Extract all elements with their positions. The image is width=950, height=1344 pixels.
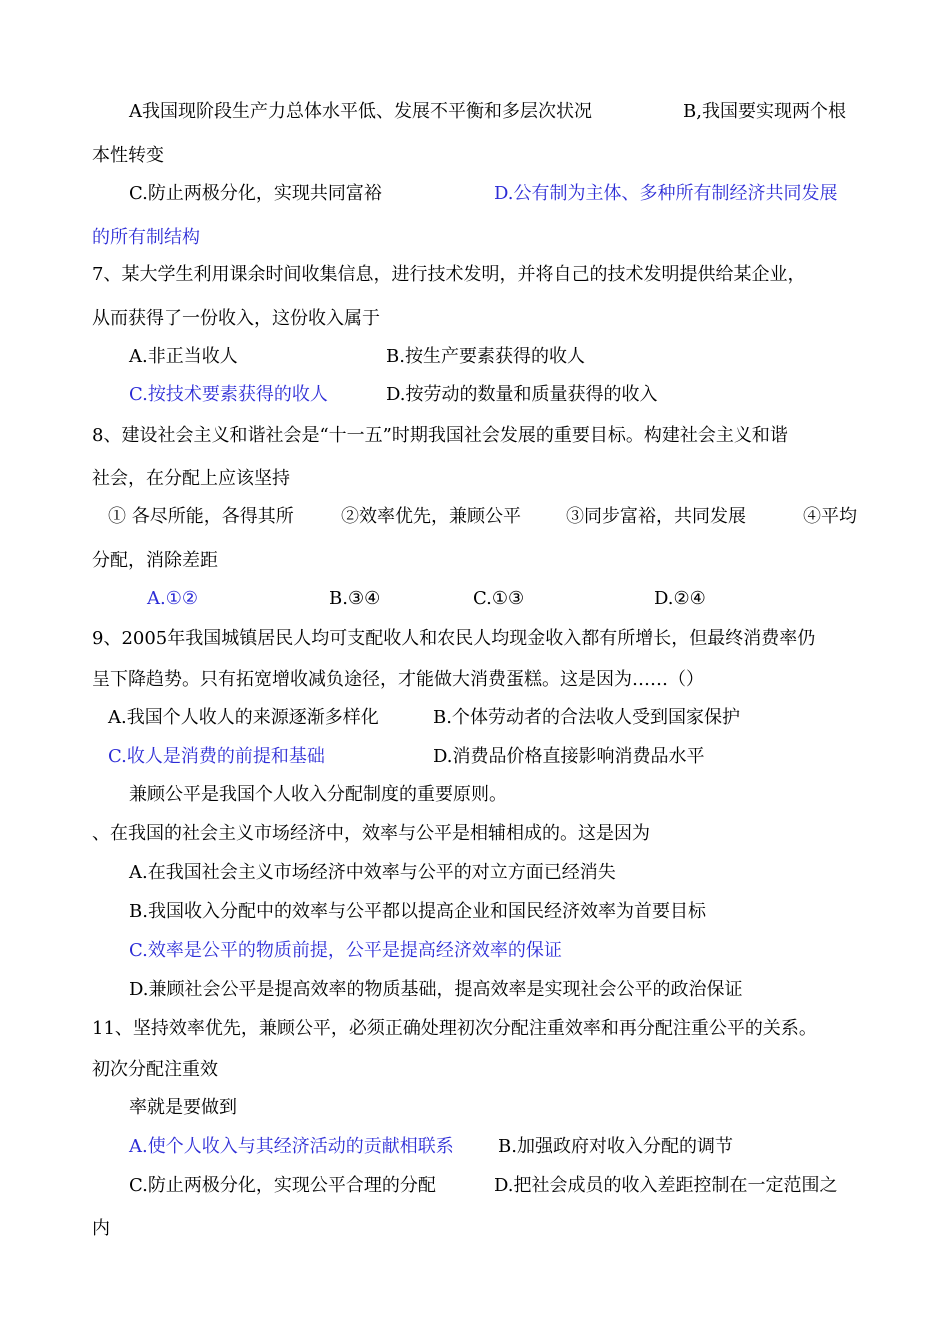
q8-item-4: ④平均 <box>803 506 857 527</box>
q10-option-b: B.我国收入分配中的效率与公平都以提高企业和国民经济效率为首要目标 <box>129 901 706 922</box>
q7-option-b: B.按生产要素获得的收人 <box>386 346 585 367</box>
q9-option-b: B.个体劳动者的合法收人受到国家保护 <box>433 707 740 728</box>
q9-stem-line2: 呈下降趋势。只有拓宽增收减负途径，才能做大消费蛋糕。这是因为……（） <box>92 669 704 690</box>
q6-option-c: C.防止两极分化，实现共同富裕 <box>129 183 382 204</box>
q10-option-c-answer: C.效率是公平的物质前提，公平是提高经济效率的保证 <box>129 940 562 961</box>
q9-stem-line1: 9、2005年我国城镇居民人均可支配收人和农民人均现金收入都有所增长，但最终消费率仍 <box>92 628 816 649</box>
q7-option-a: A.非正当收人 <box>129 346 238 367</box>
q7-option-d: D.按劳动的数量和质量获得的收入 <box>386 384 658 405</box>
q10-option-a: A.在我国社会主义市场经济中效率与公平的对立方面已经消失 <box>129 862 616 883</box>
q8-option-a-answer: A.①② <box>147 588 198 609</box>
q11-stem-line2: 初次分配注重效 <box>92 1059 218 1080</box>
q11-stem-line1: 11、坚持效率优先，兼顾公平，必须正确处理初次分配注重效率和再分配注重公平的关系。 <box>92 1018 817 1039</box>
q7-stem-line2: 从而获得了一份收入，这份收入属于 <box>92 308 380 329</box>
q11-option-b: B.加强政府对收入分配的调节 <box>498 1136 733 1157</box>
q8-item-2: ②效率优先，兼顾公平 <box>341 506 521 527</box>
q8-option-c: C.①③ <box>473 588 525 609</box>
q8-stem-line2: 社会，在分配上应该坚持 <box>92 468 290 489</box>
q6-option-a: A我国现阶段生产力总体水平低、发展不平衡和多层次状况 <box>129 101 592 122</box>
q9-option-c-answer: C.收人是消费的前提和基础 <box>108 746 325 767</box>
q10-stem: 、在我国的社会主义市场经济中，效率与公平是相辅相成的。这是因为 <box>92 823 650 844</box>
q8-stem-line1: 8、建设社会主义和谐社会是“十一五”时期我国社会发展的重要目标。构建社会主义和谐 <box>92 425 788 446</box>
q9-option-d: D.消费品价格直接影响消费品水平 <box>433 746 705 767</box>
q10-option-d: D.兼顾社会公平是提高效率的物质基础，提高效率是实现社会公平的政治保证 <box>129 979 743 1000</box>
q8-item-3: ③同步富裕，共同发展 <box>566 506 746 527</box>
q11-option-d: D.把社会成员的收入差距控制在一定范围之 <box>494 1175 838 1196</box>
q8-option-b: B.③④ <box>329 588 381 609</box>
q11-option-a-answer: A.使个人收入与其经济活动的贡献相联系 <box>129 1136 454 1157</box>
q7-option-c-answer: C.按技术要素获得的收人 <box>129 384 328 405</box>
q10-intro: 兼顾公平是我国个人收入分配制度的重要原则。 <box>129 784 507 805</box>
q8-item-4-continued: 分配，消除差距 <box>92 550 218 571</box>
q11-stem-line3: 率就是要做到 <box>129 1097 237 1118</box>
q8-item-1: ① 各尽所能，各得其所 <box>108 506 294 527</box>
q6-option-b: B,我国要实现两个根 <box>683 101 846 122</box>
q11-option-c: C.防止两极分化，实现公平合理的分配 <box>129 1175 436 1196</box>
q6-option-d-answer-continued: 的所有制结构 <box>92 227 200 248</box>
q9-option-a: A.我国个人收人的来源逐渐多样化 <box>108 707 379 728</box>
q6-option-d-answer: D.公有制为主体、多种所有制经济共同发展 <box>494 183 838 204</box>
q11-option-d-continued: 内 <box>92 1218 110 1239</box>
q6-option-b-continued: 本性转变 <box>92 145 164 166</box>
q7-stem-line1: 7、某大学生利用课余时间收集信息，进行技术发明，并将自己的技术发明提供给某企业， <box>92 264 806 285</box>
q8-option-d: D.②④ <box>654 588 706 609</box>
